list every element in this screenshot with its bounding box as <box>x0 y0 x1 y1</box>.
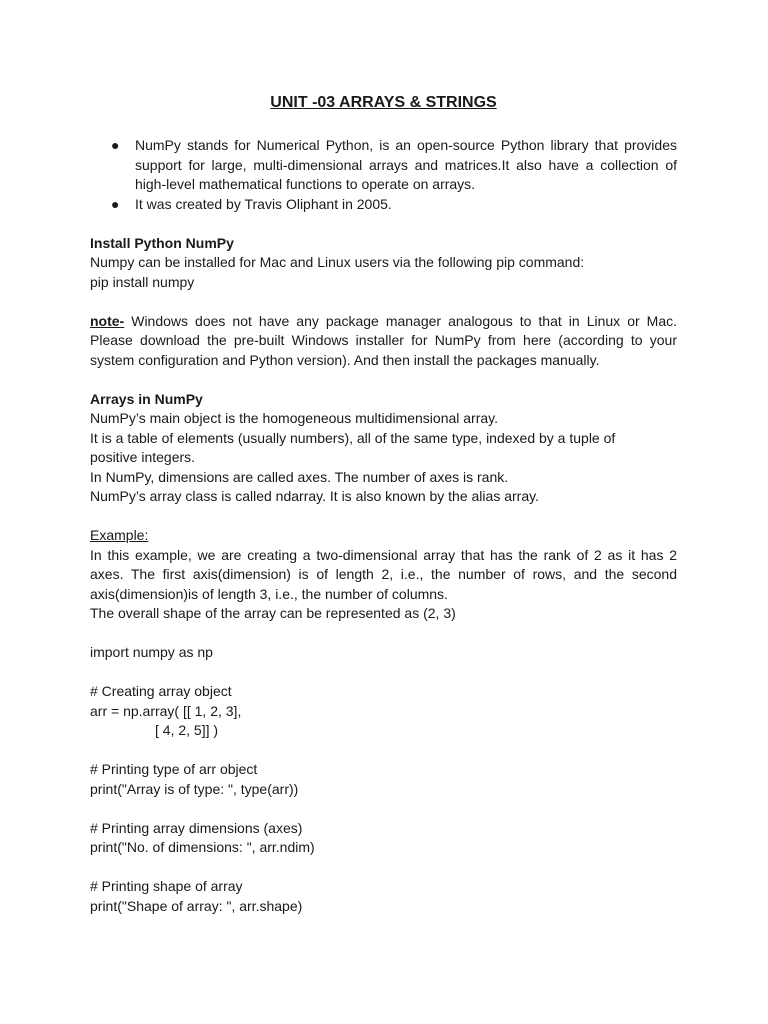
code-comment: # Printing type of arr object <box>90 761 258 777</box>
arrays-line: NumPy’s main object is the homogeneous multidimensional array. <box>90 410 499 426</box>
code-comment: # Printing array dimensions (axes) <box>90 819 303 836</box>
spacer <box>90 292 677 312</box>
code-comment: # Printing shape of array <box>90 878 243 894</box>
bullet-dot-icon: ● <box>111 137 120 153</box>
example-shape-line: The overall shape of the array can be represented as (2, 3) <box>90 605 456 621</box>
intro-bullet-list <box>90 136 677 214</box>
code-line: import numpy as np <box>90 644 213 660</box>
install-text: Numpy can be installed for Mac and Linux users via the following pip command: <box>90 254 585 270</box>
example-paragraph: In this example, we are creating a two-dimensional array that has the rank of 2 as it has 2 axes. The first axis(dimension) is of length 2, i.e., the number of rows, and the second axis(dimension)is of length 3, i.e., the number of columns. <box>90 546 677 602</box>
code-comment: # Creating array object <box>90 683 232 699</box>
bullet-text: It was created by Travis Oliphant in 2005. <box>135 195 392 212</box>
code-line: [ 4, 2, 5]] ) <box>155 722 219 738</box>
install-heading: Install Python NumPy <box>90 234 234 251</box>
page-title: UNIT -03 ARRAYS & STRINGS <box>270 94 497 111</box>
note-paragraph <box>90 312 677 371</box>
arrays-heading: Arrays in NumPy <box>90 390 203 407</box>
arrays-line: In NumPy, dimensions are called axes. The number of axes is rank. <box>90 468 509 485</box>
bullet-item <box>90 136 677 195</box>
arrays-line: NumPy’s array class is called ndarray. It is also known by the alias array. <box>90 488 539 504</box>
bullet-text: NumPy stands for Numerical Python, is an open-source Python library that provides support for large, multi-dimensional arrays and matrices.It also have a collection of high-level mathematical functions to operate on arrays. <box>135 137 677 192</box>
code-line: arr = np.array( [[ 1, 2, 3], <box>90 702 242 719</box>
spacer <box>90 663 677 683</box>
spacer <box>90 214 677 234</box>
spacer <box>90 624 677 644</box>
install-command: pip install numpy <box>90 273 195 290</box>
spacer <box>90 370 677 390</box>
note-label: note- <box>90 312 125 329</box>
spacer <box>90 741 677 761</box>
example-heading: Example: <box>90 527 149 543</box>
spacer <box>90 858 677 878</box>
bullet-item <box>90 195 677 215</box>
bullet-dot-icon: ● <box>111 195 120 212</box>
spacer <box>90 507 677 527</box>
arrays-line: It is a table of elements (usually numbers), all of the same type, indexed by a tuple of <box>90 429 616 446</box>
code-line: print("Array is of type: ", type(arr)) <box>90 780 299 797</box>
code-line: print("No. of dimensions: ", arr.ndim) <box>90 839 315 855</box>
spacer <box>90 799 677 819</box>
code-line: print("Shape of array: ", arr.shape) <box>90 897 303 914</box>
arrays-line: positive integers. <box>90 449 196 465</box>
note-text: Windows does not have any package manager analogous to that in Linux or Mac. Please download the pre-built Windows installer for NumPy from here (according to your system configuration and Python version). And then install the packages manually. <box>90 312 677 368</box>
